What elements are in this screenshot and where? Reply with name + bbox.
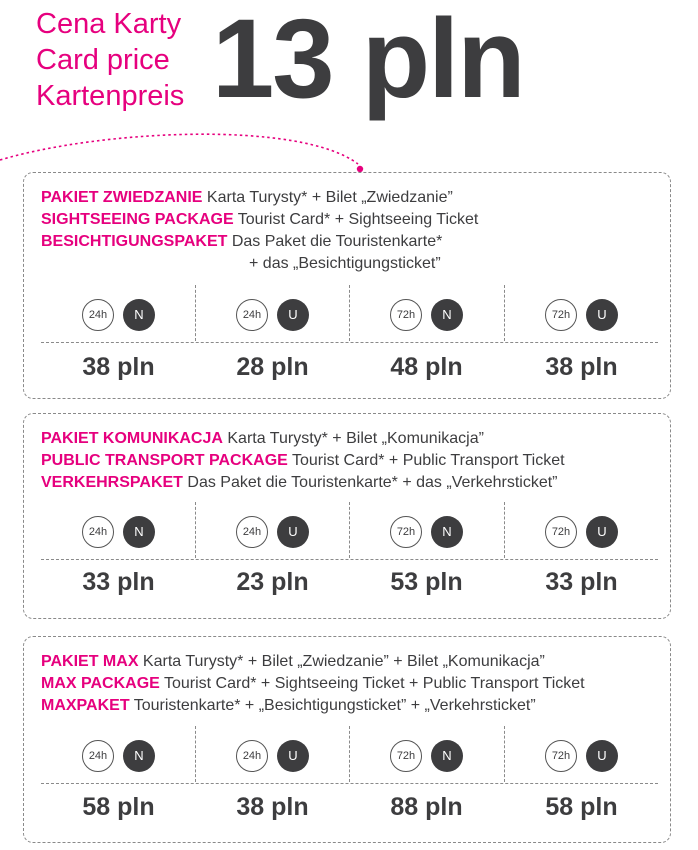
duration-badge: 72h [390,516,422,548]
package-description [41,651,585,717]
price-option [349,502,504,596]
package-name: PAKIET KOMUNIKACJA [41,430,223,447]
price-option [504,502,659,596]
card-price-label-pl: Cena Karty [36,8,182,40]
option-price: 38 pln [82,353,155,381]
package-name: MAX PACKAGE [41,675,160,692]
package-max [23,636,671,843]
package-name: PAKIET ZWIEDZANIE [41,189,203,206]
price-option [41,285,196,381]
card-price-label-de: Kartenpreis [36,80,185,112]
package-text: Tourist Card* + Public Transport Ticket [287,452,565,469]
card-price-header [0,0,698,170]
ticket-type-badge: U [277,516,309,548]
package-name: VERKEHRSPAKET [41,474,183,491]
package-public-transport [23,413,671,619]
package-text: Tourist Card* + Sightseeing Ticket [233,211,479,228]
dotted-connector [0,120,400,180]
price-option [349,285,504,381]
package-text: Das Paket die Touristenkarte* [227,233,443,250]
option-price: 48 pln [390,353,463,381]
ticket-type-badge: U [586,516,618,548]
duration-badge: 24h [82,740,114,772]
ticket-type-badge: N [431,740,463,772]
option-price: 33 pln [545,568,618,596]
duration-badge: 24h [82,299,114,331]
card-price-label-en: Card price [36,44,170,76]
duration-badge: 24h [82,516,114,548]
option-price: 58 pln [545,793,618,821]
option-price: 28 pln [236,353,309,381]
ticket-type-badge: U [277,299,309,331]
package-name: PAKIET MAX [41,653,139,670]
duration-badge: 72h [545,299,577,331]
duration-badge: 72h [545,516,577,548]
price-option [195,285,350,381]
option-price: 23 pln [236,568,309,596]
card-price-label [36,6,184,114]
package-text: Das Paket die Touristenkarte* + das „Verkehrsticket” [182,474,558,491]
ticket-type-badge: N [123,516,155,548]
price-option [504,285,659,381]
card-price-value: 13 pln [212,0,524,121]
ticket-type-badge: U [586,299,618,331]
ticket-type-badge: N [123,740,155,772]
price-option [41,726,196,821]
duration-badge: 72h [390,299,422,331]
package-sightseeing [23,172,671,399]
duration-badge: 72h [545,740,577,772]
option-price: 38 pln [545,353,618,381]
ticket-type-badge: U [277,740,309,772]
ticket-type-badge: N [123,299,155,331]
option-price: 38 pln [236,793,309,821]
package-description [41,428,565,494]
duration-badge: 24h [236,299,268,331]
price-option [504,726,659,821]
package-text: Tourist Card* + Sightseeing Ticket + Public Transport Ticket [159,675,585,692]
option-price: 88 pln [390,793,463,821]
package-description [41,187,478,275]
duration-badge: 24h [236,516,268,548]
price-option [349,726,504,821]
package-text: Touristenkarte* + „Besichtigungsticket” + „Verkehrsticket” [129,697,536,714]
ticket-type-badge: N [431,299,463,331]
ticket-type-badge: N [431,516,463,548]
price-option [41,502,196,596]
package-text-continuation: + das „Besichtigungsticket” [249,255,441,272]
package-name: BESICHTIGUNGSPAKET [41,233,228,250]
package-text: Karta Turysty* + Bilet „Zwiedzanie” [202,189,453,206]
package-name: PUBLIC TRANSPORT PACKAGE [41,452,288,469]
option-price: 33 pln [82,568,155,596]
price-option [195,502,350,596]
package-text: Karta Turysty* + Bilet „Komunikacja” [222,430,484,447]
option-price: 58 pln [82,793,155,821]
price-option [195,726,350,821]
package-text: Karta Turysty* + Bilet „Zwiedzanie” + Bilet „Komunikacja” [138,653,545,670]
ticket-type-badge: U [586,740,618,772]
package-name: MAXPAKET [41,697,130,714]
duration-badge: 72h [390,740,422,772]
option-price: 53 pln [390,568,463,596]
duration-badge: 24h [236,740,268,772]
package-name: SIGHTSEEING PACKAGE [41,211,234,228]
